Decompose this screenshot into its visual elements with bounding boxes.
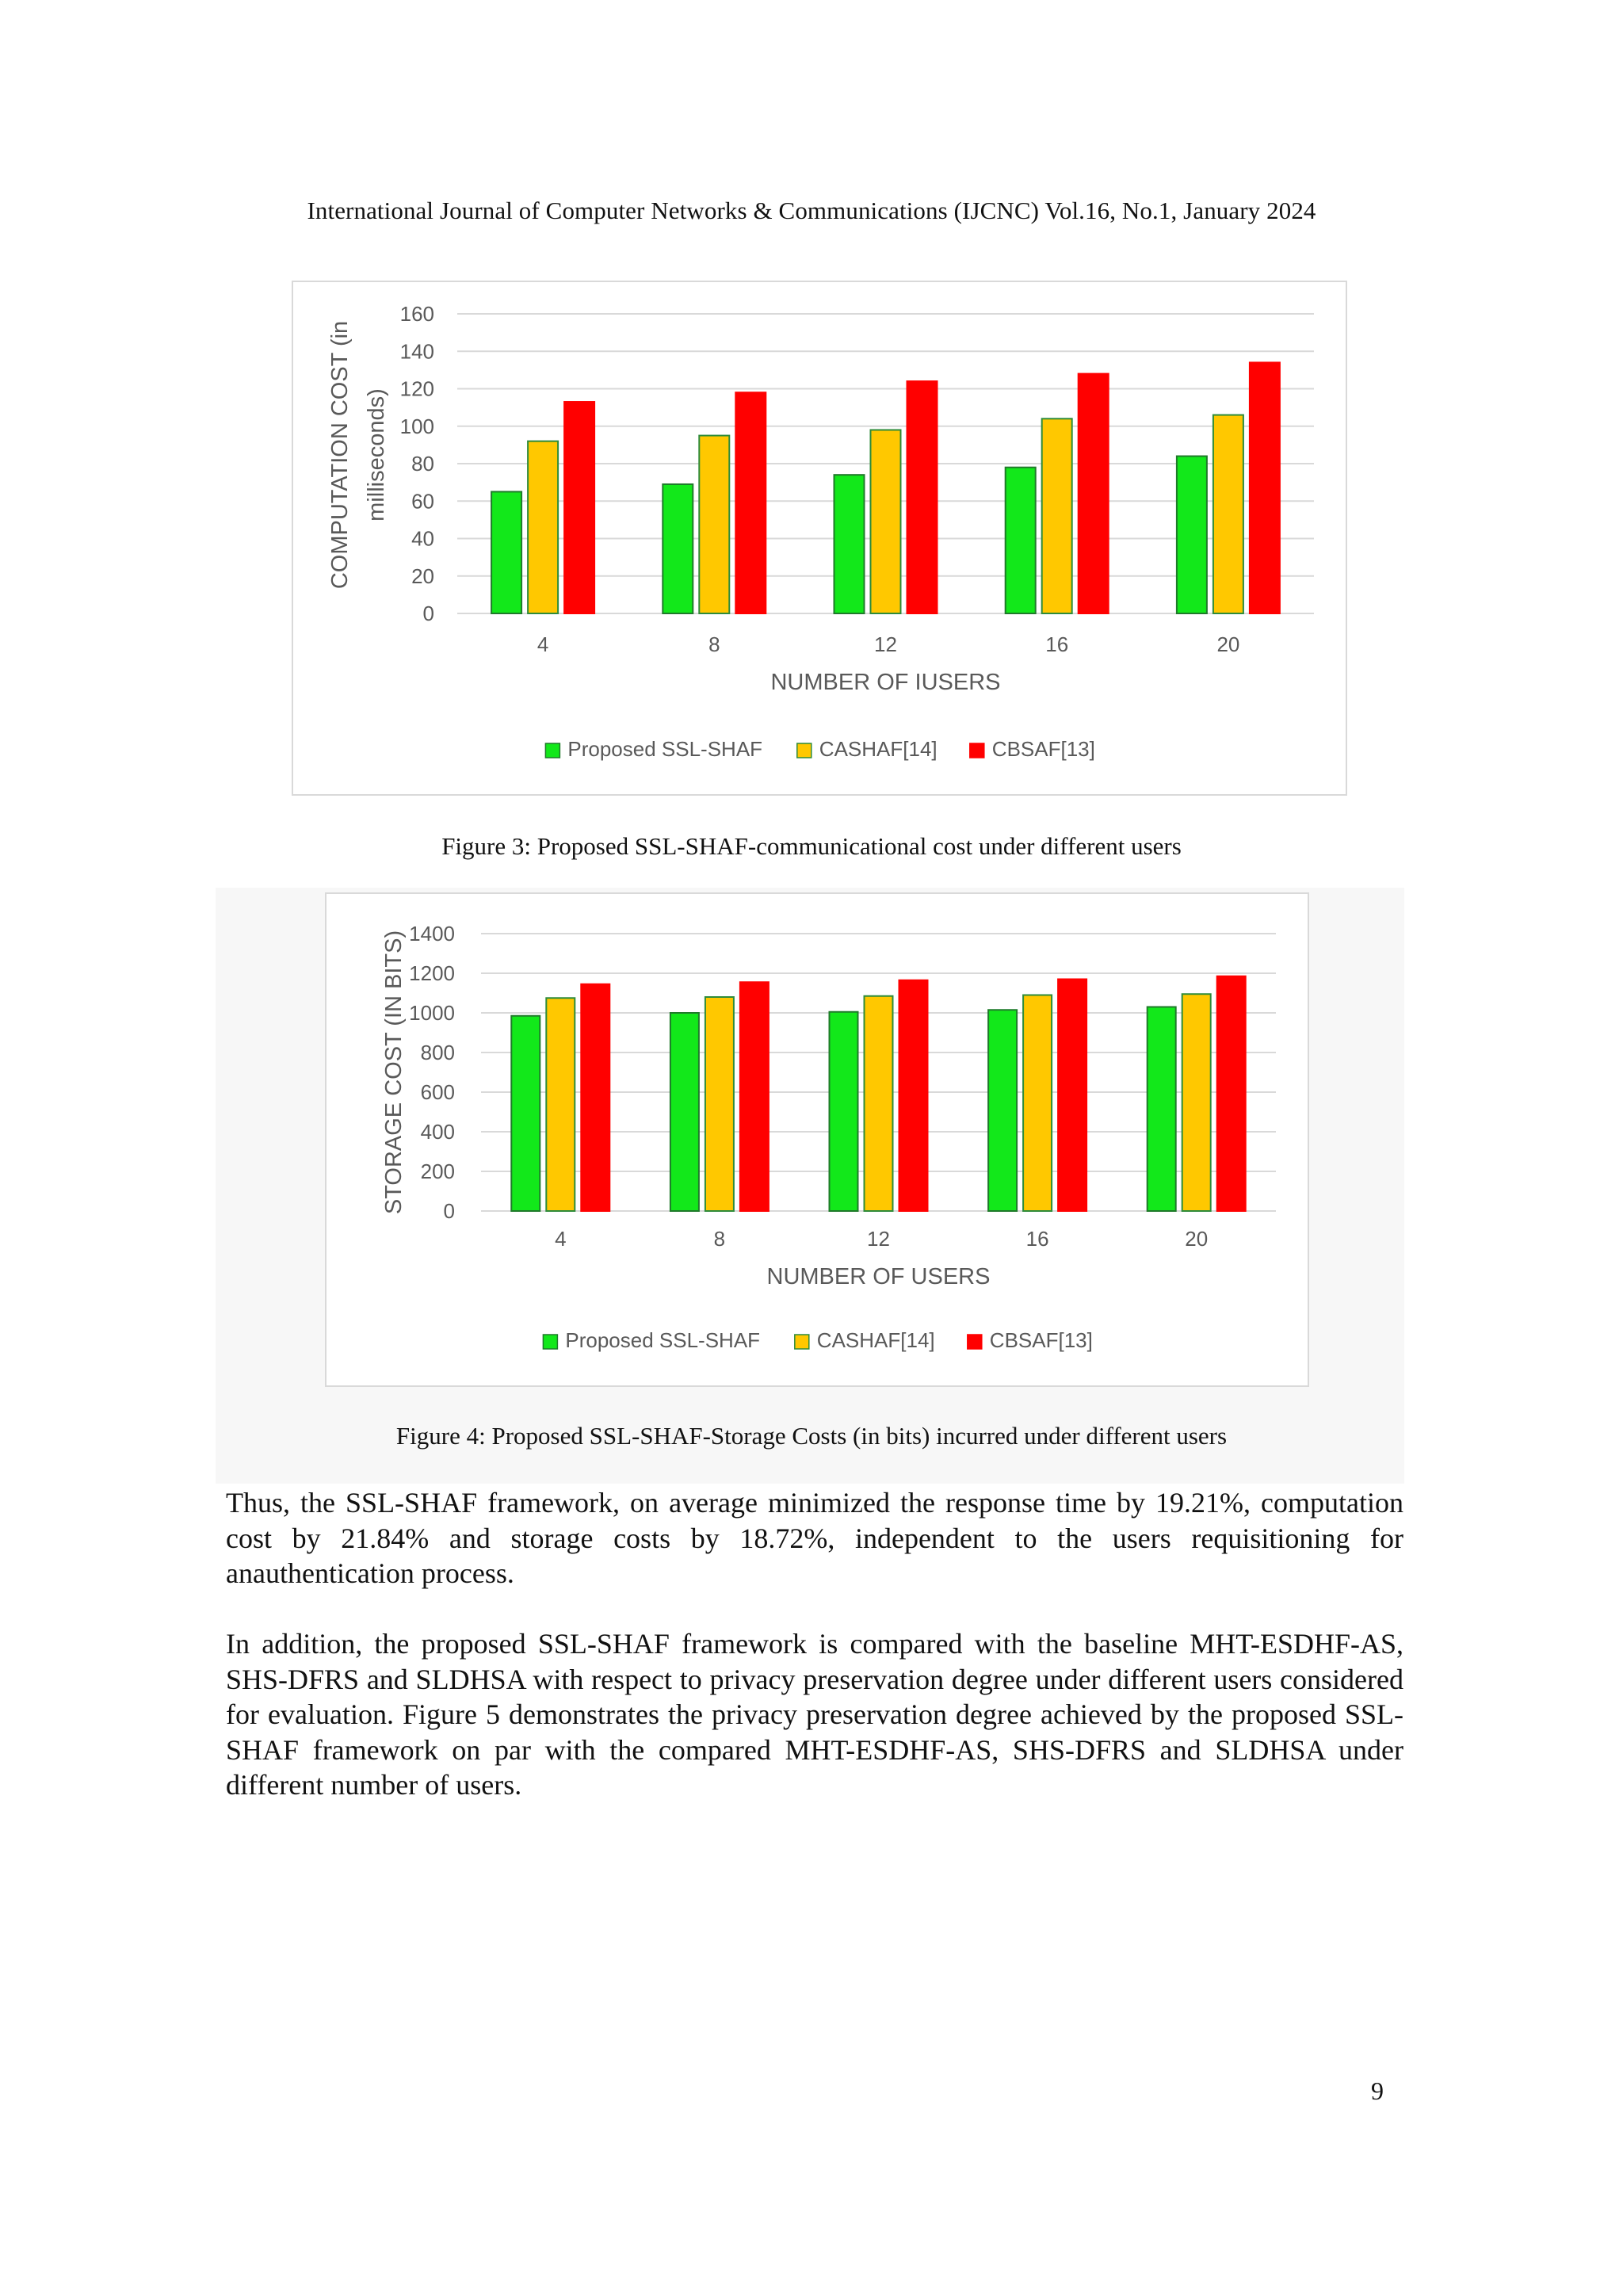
x-tick-label: 20 [1216, 632, 1240, 656]
bar-cashaf-14--20 [1213, 415, 1243, 613]
y-tick-label: 60 [411, 489, 434, 514]
bar-cbsaf-13--20 [1217, 976, 1246, 1211]
y-tick-label: 40 [411, 526, 434, 551]
y-tick-label: 160 [399, 302, 434, 326]
figure-4-caption: Figure 4: Proposed SSL-SHAF-Storage Costs (in bits) incurred under different users [395, 1422, 1228, 1450]
bar-proposed-ssl-shaf-16 [1006, 468, 1036, 613]
figure-3-chart [292, 281, 1347, 796]
bar-cashaf-14--12 [871, 430, 901, 613]
bar-cbsaf-13--20 [1250, 362, 1280, 613]
bar-proposed-ssl-shaf-12 [834, 475, 865, 613]
y-tick-label: 80 [411, 452, 434, 476]
y-tick-label: 800 [420, 1041, 455, 1064]
y-tick-label: 600 [420, 1080, 455, 1104]
bar-cbsaf-13--16 [1058, 980, 1086, 1212]
y-tick-label: 1000 [409, 1001, 455, 1025]
bar-cbsaf-13--8 [735, 392, 766, 613]
y-tick-label: 200 [420, 1159, 455, 1183]
bar-proposed-ssl-shaf-4 [511, 1016, 540, 1211]
bar-cbsaf-13--16 [1079, 374, 1109, 613]
bar-cashaf-14--16 [1042, 418, 1072, 613]
paragraph-1: Thus, the SSL-SHAF framework, on average minimized the response time by 19.21%, computation cost by 21.84% and storage costs by 18.72%, independent to the users requisitioning for anauthentication process. [226, 1487, 1403, 1589]
x-axis-label: NUMBER OF IUSERS [770, 670, 1001, 695]
y-axis-label: milliseconds) [364, 388, 389, 521]
bar-cbsaf-13--4 [564, 402, 594, 613]
legend-label: Proposed SSL-SHAF [565, 1328, 761, 1352]
y-tick-label: 20 [411, 563, 434, 588]
x-tick-label: 12 [874, 632, 897, 656]
x-tick-label: 16 [1025, 1227, 1049, 1251]
legend-label: CBSAF[13] [991, 737, 1095, 761]
x-tick-label: 8 [708, 632, 720, 656]
legend-swatch [543, 1335, 557, 1349]
bar-cashaf-14--12 [865, 996, 893, 1211]
bar-proposed-ssl-shaf-8 [663, 484, 693, 613]
bar-proposed-ssl-shaf-16 [988, 1010, 1017, 1211]
bar-proposed-ssl-shaf-20 [1177, 457, 1207, 613]
bar-cashaf-14--4 [546, 998, 575, 1211]
x-tick-label: 16 [1045, 632, 1069, 656]
y-axis-label: STORAGE COST (IN BITS) [381, 930, 407, 1215]
x-axis-label: NUMBER OF USERS [766, 1264, 991, 1289]
bar-proposed-ssl-shaf-12 [830, 1012, 858, 1211]
bar-cashaf-14--20 [1182, 994, 1211, 1211]
bar-cbsaf-13--4 [581, 984, 609, 1211]
y-tick-label: 100 [399, 414, 434, 438]
figure-4-chart [325, 892, 1309, 1387]
legend-swatch [545, 743, 559, 758]
journal-header: International Journal of Computer Networks & Communications (IJCNC) Vol.16, No.1, January 2024 [307, 197, 1316, 224]
page-number: 9 [1371, 2076, 1384, 2105]
legend-swatch [968, 1335, 982, 1349]
y-tick-label: 0 [422, 602, 434, 625]
legend-label: CASHAF[14] [819, 737, 938, 761]
legend [545, 737, 1094, 761]
y-tick-label: 1200 [409, 961, 455, 985]
x-tick-label: 4 [555, 1227, 567, 1251]
y-tick-label: 1400 [409, 922, 455, 946]
bar-cashaf-14--4 [528, 441, 558, 613]
bar-cbsaf-13--12 [899, 980, 928, 1211]
legend-swatch [797, 743, 812, 758]
x-tick-label: 8 [713, 1227, 726, 1251]
legend [543, 1328, 1092, 1352]
y-tick-label: 140 [399, 339, 434, 364]
y-tick-label: 0 [443, 1199, 455, 1223]
bar-cashaf-14--8 [699, 436, 729, 613]
y-axis-label: COMPUTATION COST (in [327, 320, 353, 590]
bar-cbsaf-13--8 [740, 982, 769, 1211]
bar-cbsaf-13--12 [907, 381, 938, 613]
legend-label: CBSAF[13] [989, 1328, 1093, 1352]
bar-proposed-ssl-shaf-20 [1148, 1007, 1176, 1212]
legend-swatch [970, 743, 984, 758]
bar-proposed-ssl-shaf-8 [670, 1013, 699, 1211]
x-tick-label: 20 [1185, 1227, 1209, 1251]
legend-label: Proposed SSL-SHAF [567, 737, 763, 761]
y-tick-label: 120 [399, 376, 434, 401]
x-tick-label: 4 [537, 632, 549, 656]
bar-cashaf-14--8 [705, 997, 734, 1211]
y-tick-label: 400 [420, 1120, 455, 1144]
x-tick-label: 12 [867, 1227, 890, 1251]
bar-cashaf-14--16 [1023, 995, 1052, 1212]
figure-3-caption: Figure 3: Proposed SSL-SHAF-communicational cost under different users [441, 832, 1182, 860]
paragraph-2: In addition, the proposed SSL-SHAF framework is compared with the baseline MHT-ESDHF-AS, SHS-DFRS and SLDHSA with respect to privacy preservation degree under different users considered for evaluation. Figure 5 demonstrates the privacy preservation degree achieved by the proposed SSL-SHAF framework on par with the compared MHT-ESDHF-AS, SHS-DFRS and SLDHSA under different number of users. [226, 1628, 1403, 1801]
chart-svg [327, 894, 1308, 1385]
legend-swatch [795, 1335, 809, 1349]
bar-proposed-ssl-shaf-4 [491, 491, 521, 613]
chart-svg [293, 282, 1346, 794]
legend-label: CASHAF[14] [816, 1328, 935, 1352]
